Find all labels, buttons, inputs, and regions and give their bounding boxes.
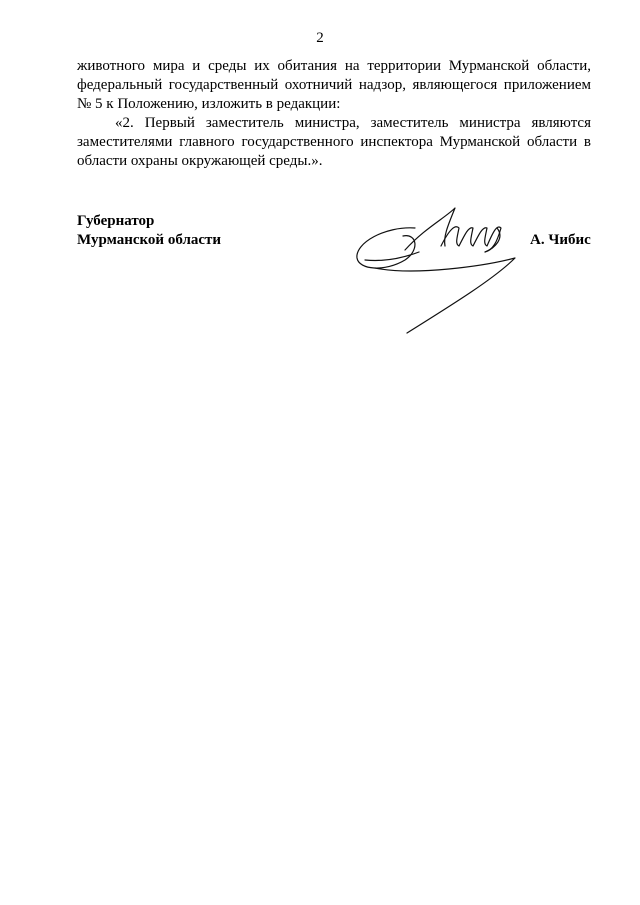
document-body	[77, 57, 591, 171]
body-paragraph: животного мира и среды их обитания на территории Мурманской области, федеральный государственный охотничий надзор, являющегося приложением № 5 к Положению, изложить в редакции:	[77, 58, 591, 112]
signatory-region: Мурманской области	[77, 232, 222, 248]
signatory-title	[77, 212, 221, 250]
handwritten-signature	[345, 188, 535, 338]
signer-name: А. Чибис	[530, 232, 591, 248]
signatory-position: Губернатор	[77, 213, 155, 229]
page-number: 2	[316, 30, 324, 46]
body-paragraph-quote: «2. Первый заместитель министра, заместитель министра являются заместителями главного государственного инспектора Мурманской области в области охраны окружающей среды.».	[77, 115, 591, 169]
